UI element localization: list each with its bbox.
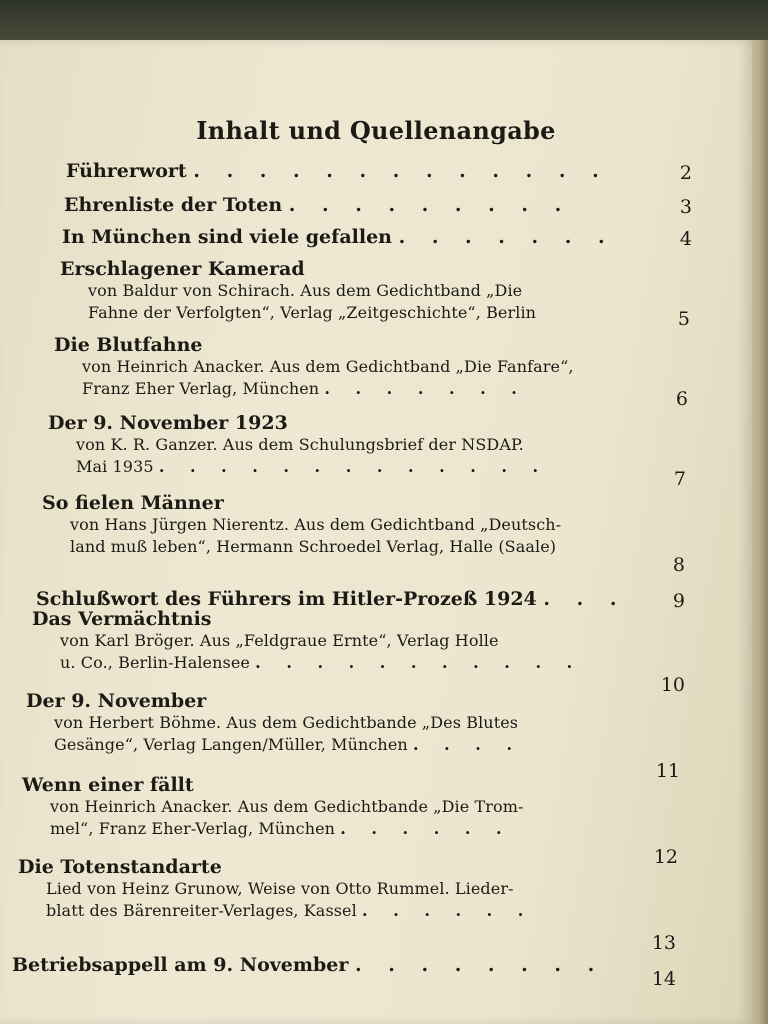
entry-source: u. Co., Berlin-Halensee . . . . . . . . . . . bbox=[60, 653, 583, 672]
page-number: 7 bbox=[673, 468, 686, 490]
page-number: 10 bbox=[660, 674, 685, 696]
page-number: 9 bbox=[672, 590, 685, 612]
entry-source: von Heinrich Anacker. Aus dem Gedichtband „Die Fanfare“, bbox=[82, 357, 574, 376]
entry-title: Die Totenstandarte bbox=[18, 856, 222, 878]
page-title: Inhalt und Quellenangabe bbox=[196, 116, 556, 145]
entry-source: Franz Eher Verlag, München . . . . . . . bbox=[82, 379, 527, 398]
toc-entry bbox=[60, 258, 536, 324]
toc-entry bbox=[48, 412, 548, 478]
toc-entry bbox=[12, 954, 604, 976]
page-number: 5 bbox=[677, 308, 690, 330]
toc-entry bbox=[42, 492, 561, 558]
entry-source: Mai 1935 . . . . . . . . . . . . . bbox=[76, 457, 549, 476]
entry-source: mel“, Franz Eher-Verlag, München . . . . . . bbox=[50, 819, 512, 838]
toc-entry bbox=[64, 194, 571, 216]
entry-title: Die Blutfahne bbox=[54, 334, 203, 356]
toc-entry bbox=[32, 608, 582, 674]
entry-title: Der 9. November bbox=[26, 690, 207, 712]
entry-source: von Hans Jürgen Nierentz. Aus dem Gedichtband „Deutsch- bbox=[70, 515, 562, 534]
page-number: 3 bbox=[679, 196, 692, 218]
entry-source: von Heinrich Anacker. Aus dem Gedichtbande „Die Trom- bbox=[50, 797, 524, 816]
entry-title: Wenn einer fällt bbox=[22, 774, 194, 796]
page-number: 2 bbox=[679, 162, 692, 184]
entry-title: Führerwort . . . . . . . . . . . . . bbox=[66, 160, 609, 182]
page-number: 14 bbox=[651, 968, 676, 990]
page-number: 8 bbox=[672, 554, 685, 576]
entry-source: Gesänge“, Verlag Langen/Müller, München . . . . bbox=[54, 735, 523, 754]
toc-entry bbox=[66, 160, 609, 182]
toc-entry bbox=[26, 690, 522, 756]
entry-title: Schlußwort des Führers im Hitler-Prozeß 1924 . . . bbox=[36, 588, 627, 610]
entry-title: Ehrenliste der Toten . . . . . . . . . bbox=[64, 194, 572, 216]
page-number: 4 bbox=[679, 228, 692, 250]
page-number: 11 bbox=[655, 760, 680, 782]
entry-source: blatt des Bärenreiter-Verlages, Kassel . . . . . . bbox=[46, 901, 534, 920]
toc-entry bbox=[54, 334, 574, 400]
toc-entry bbox=[22, 774, 524, 840]
entry-source: Fahne der Verfolgten“, Verlag „Zeitgeschichte“, Berlin bbox=[88, 303, 537, 322]
entry-source: Lied von Heinz Grunow, Weise von Otto Rummel. Lieder- bbox=[46, 879, 514, 898]
page-number: 13 bbox=[651, 932, 676, 954]
page-number: 12 bbox=[653, 846, 678, 868]
entry-title: Der 9. November 1923 bbox=[48, 412, 288, 434]
entry-source: von Karl Bröger. Aus „Feldgraue Ernte“, Verlag Holle bbox=[60, 631, 499, 650]
entry-title: Das Vermächtnis bbox=[32, 608, 212, 630]
entry-source: von Baldur von Schirach. Aus dem Gedichtband „Die bbox=[88, 281, 523, 300]
entry-title: So fielen Männer bbox=[42, 492, 224, 514]
entry-source: von K. R. Ganzer. Aus dem Schulungsbrief der NSDAP. bbox=[76, 435, 524, 454]
toc-entry bbox=[62, 226, 615, 248]
page-number: 6 bbox=[675, 388, 688, 410]
toc-entry bbox=[36, 588, 626, 610]
entry-title: In München sind viele gefallen . . . . . . . bbox=[62, 226, 615, 248]
entry-source: land muß leben“, Hermann Schroedel Verlag, Halle (Saale) bbox=[70, 537, 557, 556]
entry-title: Betriebsappell am 9. November . . . . . . . . bbox=[12, 954, 605, 976]
toc-entry bbox=[18, 856, 533, 922]
entry-source: von Herbert Böhme. Aus dem Gedichtbande „Des Blutes bbox=[54, 713, 519, 732]
entry-title: Erschlagener Kamerad bbox=[60, 258, 305, 280]
